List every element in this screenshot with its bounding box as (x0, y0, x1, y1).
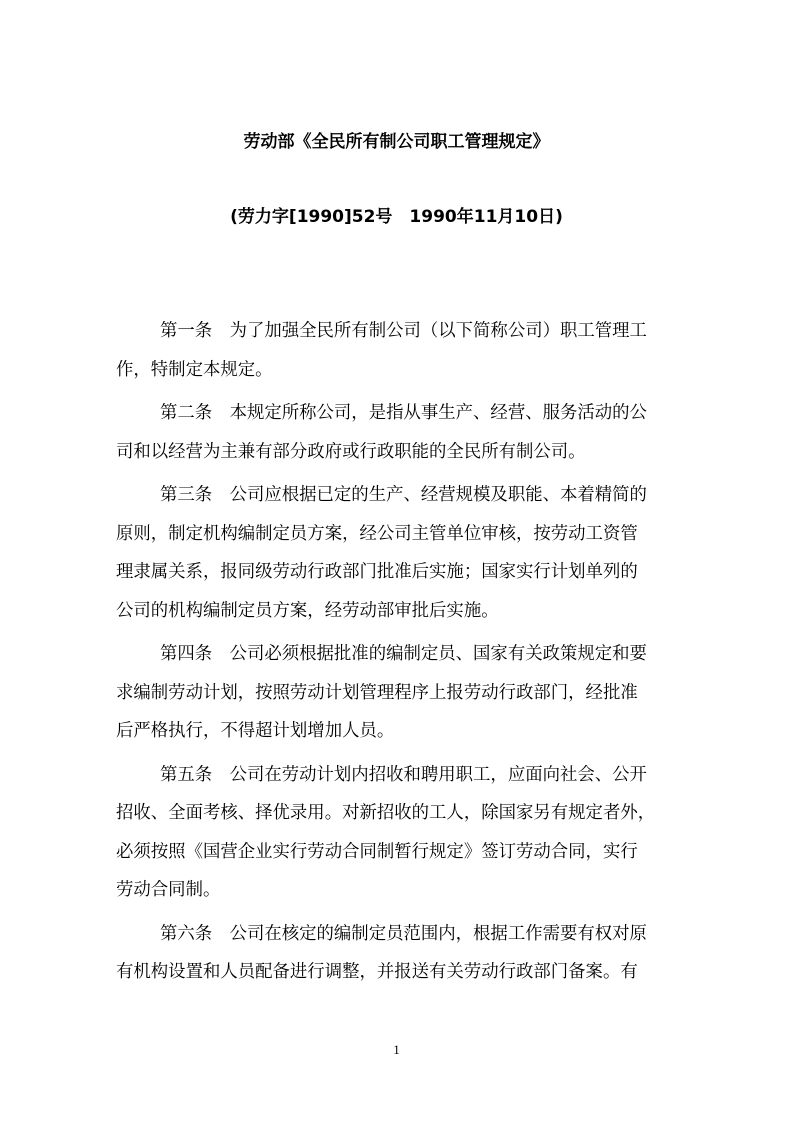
text-line: 后严格执行，不得超计划增加人员。 (116, 721, 395, 741)
text-line: 第四条 公司必须根据批准的编制定员、国家有关政策规定和要 (160, 644, 647, 664)
article-5 (116, 756, 678, 910)
text-line: 第一条 为了加强全民所有制公司（以下简称公司）职工管理工 (160, 321, 647, 341)
article-2 (116, 394, 678, 471)
text-line: 第五条 公司在劳动计划内招收和聘用职工，应面向社会、公开 (160, 764, 647, 785)
text-line: 求编制劳动计划，按照劳动计划管理程序上报劳动行政部门，经批准 (116, 682, 638, 703)
text-line: 理隶属关系，报同级劳动行政部门批准后实施；国家实行计划单列的 (116, 562, 638, 582)
text-line: 公司的机构编制定员方案，经劳动部审批后实施。 (116, 600, 499, 621)
text-line: 第六条 公司在核定的编制定员范围内，根据工作需要有权对原 (160, 923, 647, 944)
article-6 (116, 915, 678, 992)
document-body (116, 312, 678, 992)
text-line: 招收、全面考核、择优录用。对新招收的工人，除国家另有规定者外， (116, 803, 656, 823)
article-1 (116, 312, 678, 389)
text-line: 第三条 公司应根据已定的生产、经营规模及职能、本着精简的 (160, 485, 647, 505)
text-line: 原则，制定机构编制定员方案，经公司主管单位审核，按劳动工资管 (116, 523, 638, 544)
text-line: 劳动合同制。 (116, 880, 221, 900)
text-line: 作，特制定本规定。 (116, 359, 273, 380)
text-line: 第二条 本规定所称公司，是指从事生产、经营、服务活动的公 (160, 403, 647, 423)
article-3 (116, 476, 678, 630)
document-title: 劳动部《全民所有制公司职工管理规定》 (243, 132, 550, 152)
text-line: 司和以经营为主兼有部分政府或行政职能的全民所有制公司。 (116, 441, 586, 462)
text-line: 有机构设置和人员配备进行调整，并报送有关劳动行政部门备案。有 (116, 962, 638, 982)
text-line: 必须按照《国营企业实行劳动合同制暂行规定》签订劳动合同，实行 (116, 841, 638, 862)
document-subtitle: (劳力字[1990]52号 1990年11月10日) (230, 207, 563, 227)
article-4 (116, 635, 678, 751)
page-number: 1 (393, 1042, 400, 1057)
